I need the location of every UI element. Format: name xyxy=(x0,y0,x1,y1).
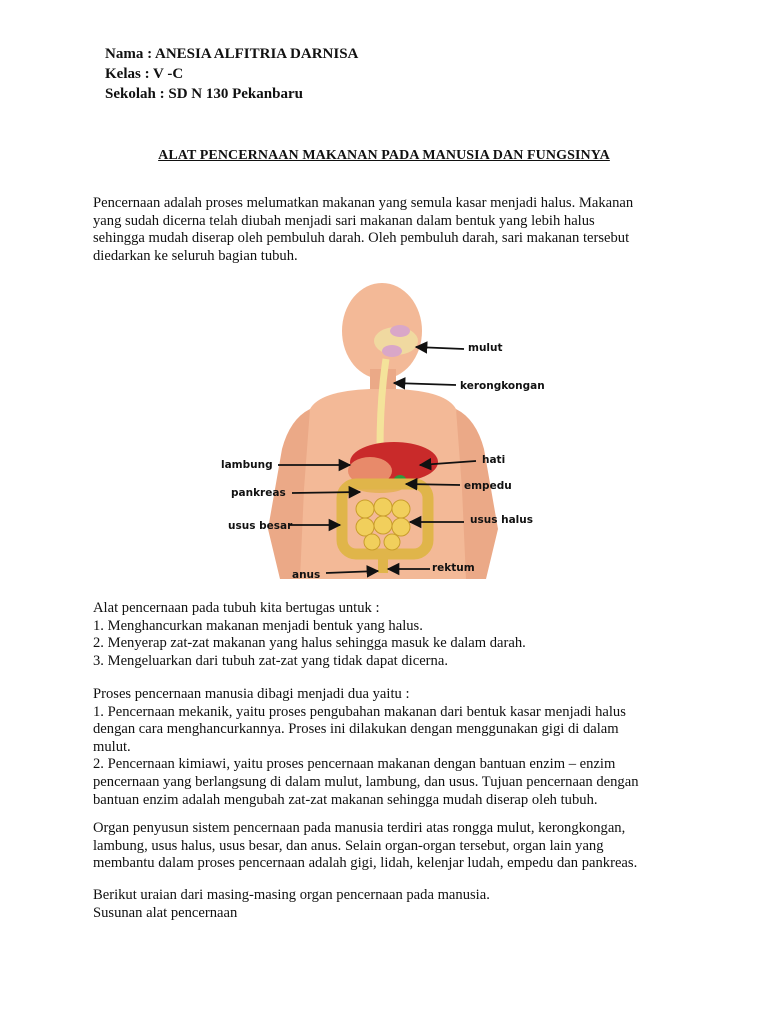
label-usus-halus: usus halus xyxy=(470,514,533,526)
rectum-organ xyxy=(378,551,388,573)
digestive-system-figure xyxy=(220,279,550,585)
intro-line: yang sudah dicerna telah diubah menjadi sari makanan dalam bentuk yang lebih halus xyxy=(93,212,595,229)
label-hati: hati xyxy=(482,454,506,466)
label-empedu: empedu xyxy=(464,480,512,492)
label-pankreas: pankreas xyxy=(231,487,286,499)
intro-line: sehingga mudah diserap oleh pembuluh darah. Oleh pembuluh darah, sari makanan tersebut xyxy=(93,230,630,247)
proses-line: 1. Pencernaan mekanik, yaitu proses pengubahan makanan dari bentuk kasar menjadi halus xyxy=(93,703,626,720)
organ-paragraph xyxy=(93,820,683,873)
intro-line: Pencernaan adalah proses melumatkan makanan yang semula kasar menjadi halus. Makanan xyxy=(93,195,634,211)
proses-line: Proses pencernaan manusia dibagi menjadi dua yaitu : xyxy=(93,686,410,702)
closing-paragraph xyxy=(93,887,683,922)
proses-line: 2. Pencernaan kimiawi, yaitu proses pencernaan makanan dengan bantuan enzim – enzim xyxy=(93,756,616,773)
student-school: Sekolah : SD N 130 Pekanbaru xyxy=(105,86,303,102)
student-name: Nama : ANESIA ALFITRIA DARNISA xyxy=(105,46,359,62)
fungsi-line: 2. Menyerap zat-zat makanan yang halus sehingga masuk ke dalam darah. xyxy=(93,635,526,652)
document-title: ALAT PENCERNAAN MAKANAN PADA MANUSIA DAN FUNGSINYA xyxy=(158,148,610,163)
proses-paragraph xyxy=(93,686,683,809)
proses-line: dengan cara menghancurkannya. Proses ini dilakukan dengan menggunakan gigi di dalam xyxy=(93,721,619,738)
label-rektum: rektum xyxy=(432,562,475,574)
label-kerongkongan: kerongkongan xyxy=(460,380,545,392)
closing-line: Susunan alat pencernaan xyxy=(93,904,238,921)
label-mulut: mulut xyxy=(468,342,503,354)
fungsi-line: Alat pencernaan pada tubuh kita bertugas untuk : xyxy=(93,600,380,616)
fungsi-paragraph xyxy=(93,600,683,670)
intro-line: diedarkan ke seluruh bagian tubuh. xyxy=(93,247,298,264)
closing-line: Berikut uraian dari masing-masing organ pencernaan pada manusia. xyxy=(93,887,490,903)
proses-line: bantuan enzim adalah mengubah zat-zat makanan sehingga mudah diserap oleh tubuh. xyxy=(93,791,598,808)
proses-line: pencernaan yang berlangsung di dalam mulut, lambung, dan usus. Tujuan pencernaan dengan xyxy=(93,773,639,790)
label-usus-besar: usus besar xyxy=(228,520,293,532)
digestive-system-diagram xyxy=(220,279,550,585)
proses-line: mulut. xyxy=(93,738,131,755)
fungsi-line: 1. Menghancurkan makanan menjadi bentuk yang halus. xyxy=(93,617,423,634)
organ-line: lambung, usus halus, usus besar, dan anus. Selain organ-organ tersebut, organ lain yang xyxy=(93,837,604,854)
intro-paragraph xyxy=(93,195,683,265)
student-info xyxy=(105,44,358,104)
student-class: Kelas : V -C xyxy=(105,66,184,82)
organ-line: membantu dalam proses pencernaan adalah gigi, lidah, kelenjar ludah, empedu dan pankreas. xyxy=(93,855,638,872)
label-anus: anus xyxy=(292,569,321,581)
organ-line: Organ penyusun sistem pencernaan pada manusia terdiri atas rongga mulut, kerongkongan, xyxy=(93,820,626,836)
fungsi-line: 3. Mengeluarkan dari tubuh zat-zat yang tidak dapat dicerna. xyxy=(93,652,448,669)
label-lambung: lambung xyxy=(221,459,273,471)
